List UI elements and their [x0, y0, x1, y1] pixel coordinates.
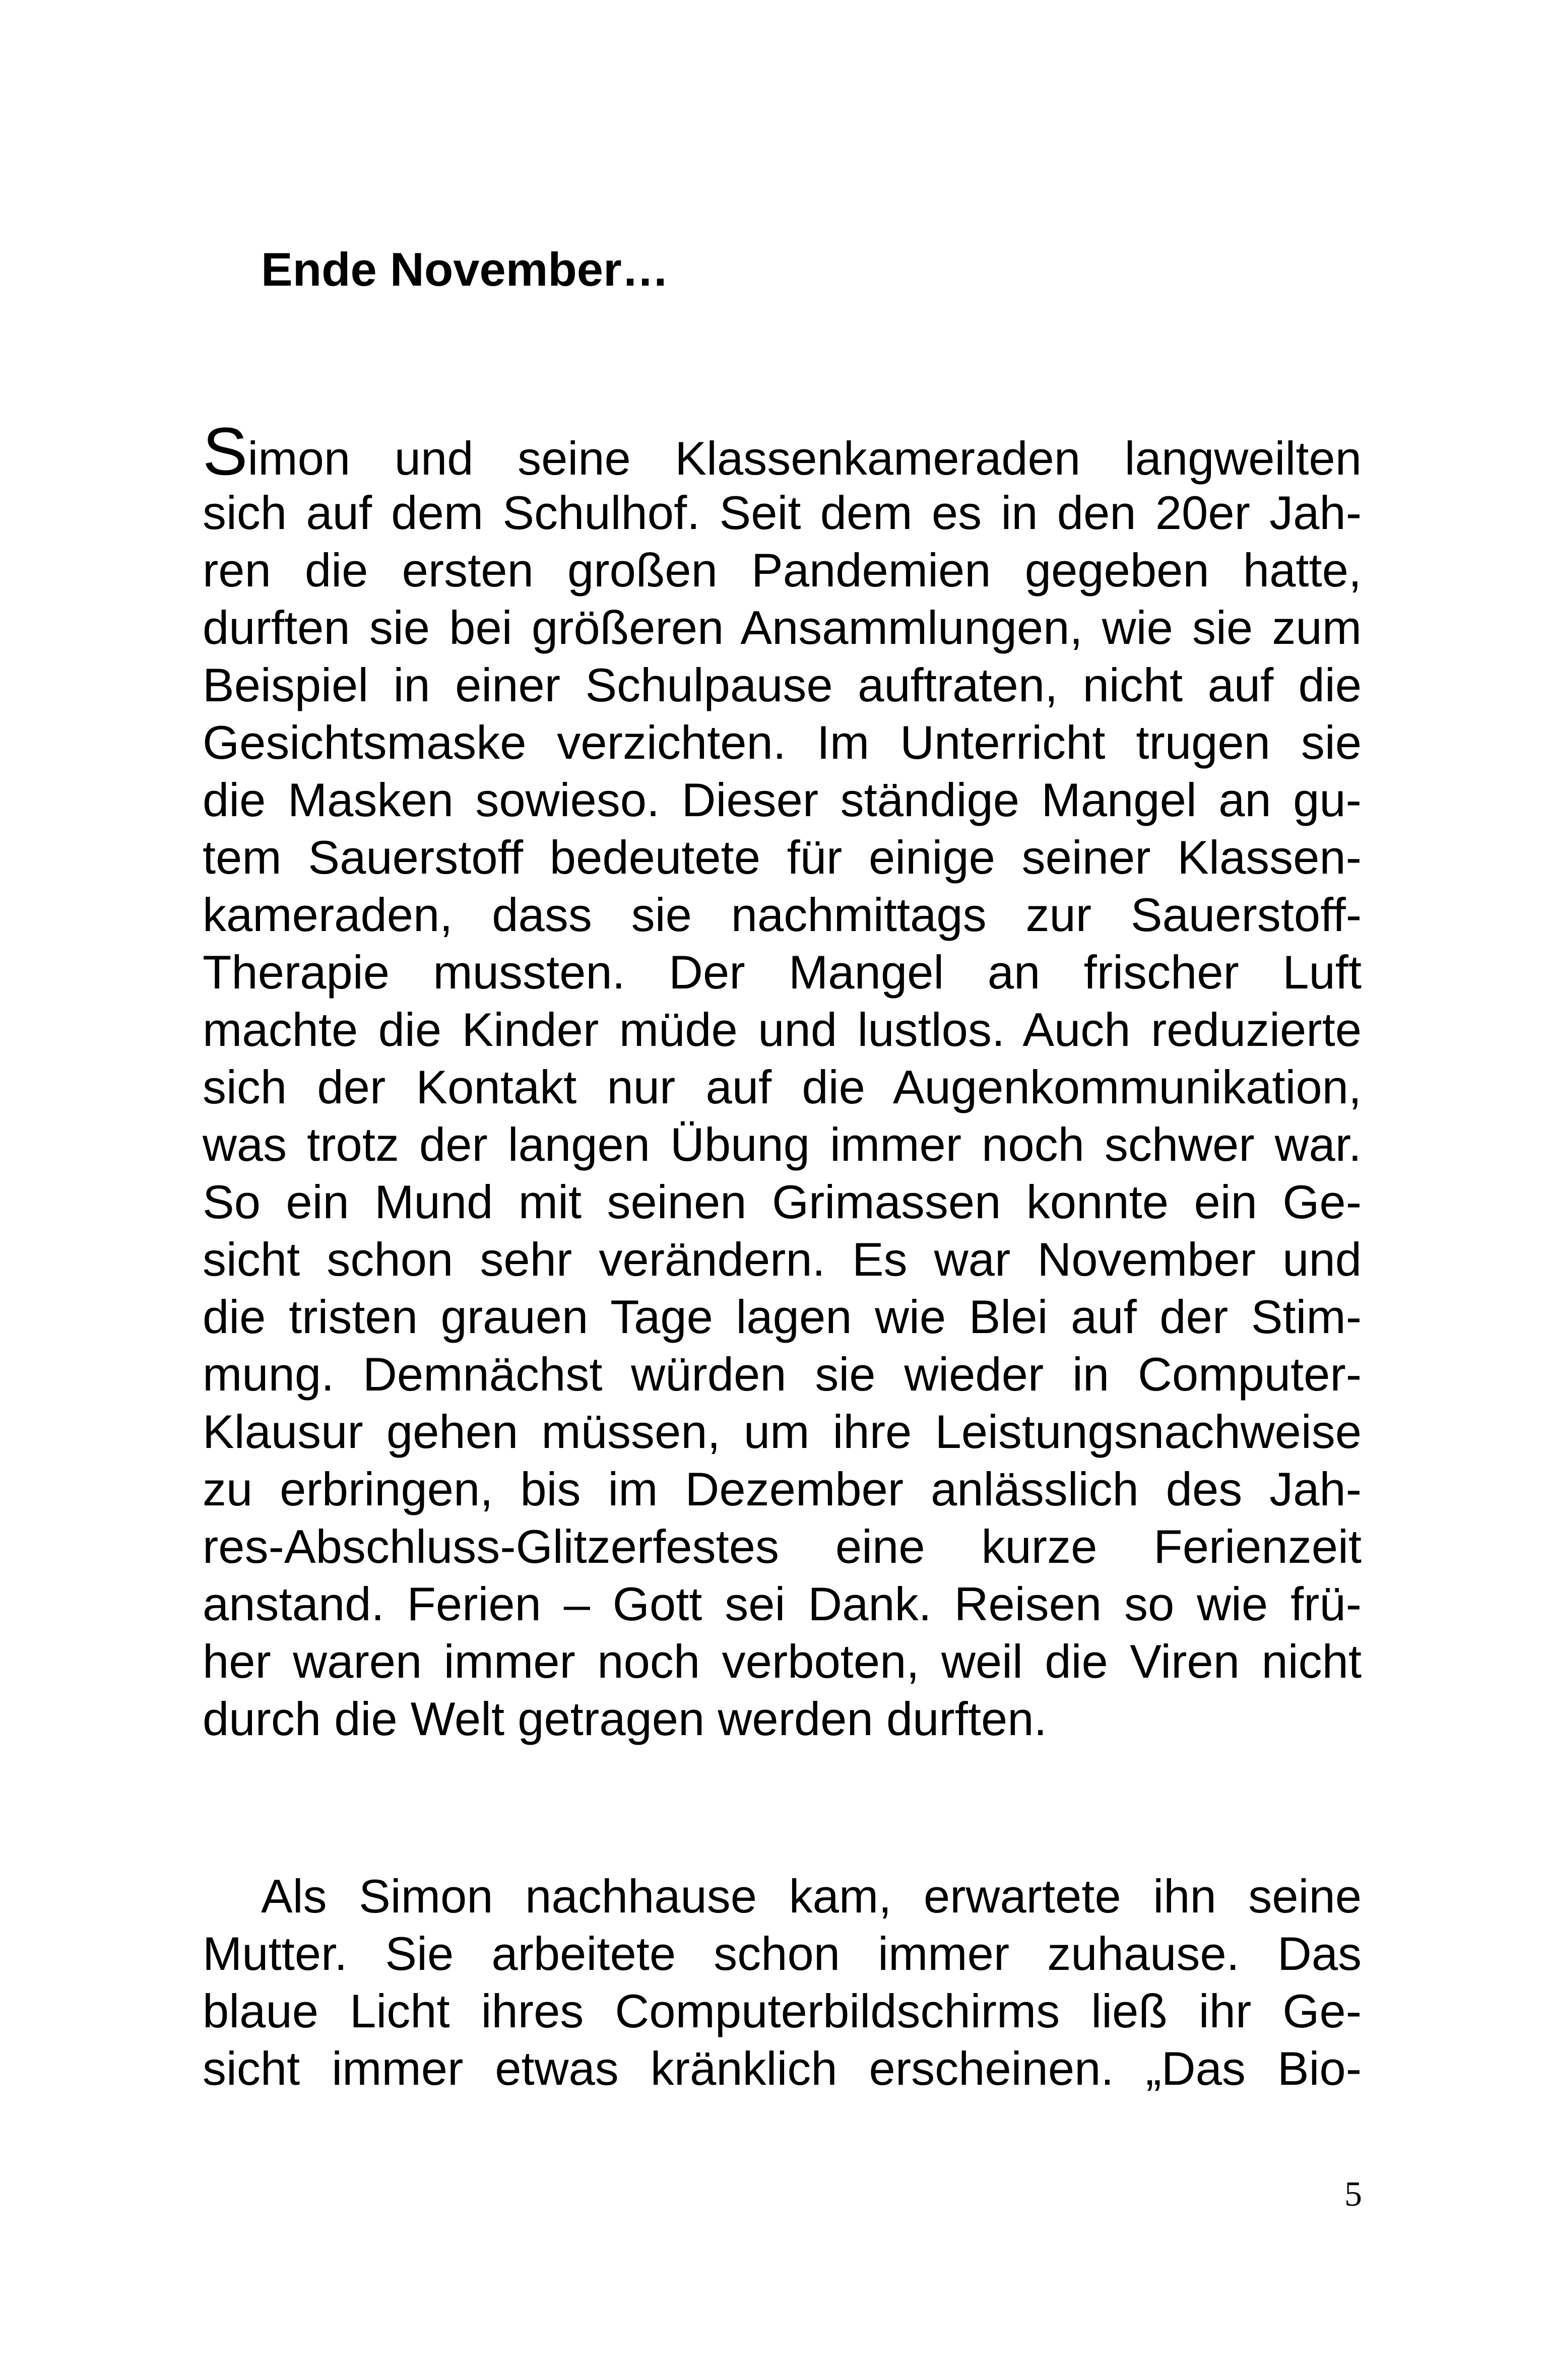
- paragraph-line: res-Abschluss-Glitzerfestes eine kurze Ferienzeit: [203, 1520, 1362, 1573]
- paragraph-line: her waren immer noch verboten, weil die Viren nicht: [203, 1635, 1362, 1688]
- paragraph-line: anstand. Ferien – Gott sei Dank. Reisen so wie frü-: [203, 1577, 1362, 1630]
- paragraph-line-text: imon und seine Klassenkameraden langweilten: [247, 432, 1362, 485]
- paragraph-line: die Masken sowieso. Dieser ständige Mangel an gu-: [203, 773, 1362, 826]
- paragraph-line: So ein Mund mit seinen Grimassen konnte ein Ge-: [203, 1175, 1362, 1228]
- chapter-heading: Ende November…: [261, 243, 669, 296]
- paragraph-1: [203, 414, 1362, 1748]
- paragraph-line: durften sie bei größeren Ansammlungen, wie sie zum: [203, 601, 1362, 654]
- paragraph-line: Gesichtsmaske verzichten. Im Unterricht trugen sie: [203, 716, 1362, 769]
- paragraph-line: kameraden, dass sie nachmittags zur Sauerstoff-: [203, 888, 1362, 941]
- paragraph-line: ren die ersten großen Pandemien gegeben hatte,: [203, 544, 1362, 597]
- paragraph-line: Als Simon nachhause kam, erwartete ihn seine: [261, 1870, 1362, 1923]
- paragraph-line: die tristen grauen Tage lagen wie Blei auf der Stim-: [203, 1290, 1362, 1343]
- paragraph-line: was trotz der langen Übung immer noch schwer war.: [203, 1118, 1362, 1171]
- paragraph-line: Beispiel in einer Schulpause auftraten, nicht auf die: [203, 658, 1362, 711]
- paragraph-line: tem Sauerstoff bedeutete für einige seiner Klassen-: [203, 831, 1362, 884]
- paragraph-line: mung. Demnächst würden sie wieder in Computer-: [203, 1348, 1362, 1401]
- paragraph-line: sich der Kontakt nur auf die Augenkommunikation,: [203, 1061, 1362, 1113]
- paragraph-line: durch die Welt getragen werden durften.: [203, 1692, 1047, 1745]
- paragraph-line: sich auf dem Schulhof. Seit dem es in den 20er Jah-: [203, 486, 1362, 539]
- paragraph-2: [203, 1868, 1362, 2097]
- page-number: 5: [1344, 2175, 1362, 2214]
- paragraph-line: sicht immer etwas kränklich erscheinen. „Das Bio-: [203, 2042, 1362, 2095]
- paragraph-line: sicht schon sehr verändern. Es war November und: [203, 1233, 1362, 1286]
- paragraph-line: machte die Kinder müde und lustlos. Auch reduzierte: [203, 1003, 1362, 1056]
- paragraph-line: [203, 414, 1362, 489]
- paragraph-line: zu erbringen, bis im Dezember anlässlich des Jah-: [203, 1463, 1362, 1515]
- paragraph-line: Mutter. Sie arbeitete schon immer zuhause. Das: [203, 1927, 1362, 1980]
- drop-cap: S: [203, 414, 248, 489]
- paragraph-line: blaue Licht ihres Computerbildschirms ließ ihr Ge-: [203, 1985, 1362, 2037]
- paragraph-line: Therapie mussten. Der Mangel an frischer Luft: [203, 946, 1362, 999]
- paragraph-line: Klausur gehen müssen, um ihre Leistungsnachweise: [203, 1405, 1362, 1458]
